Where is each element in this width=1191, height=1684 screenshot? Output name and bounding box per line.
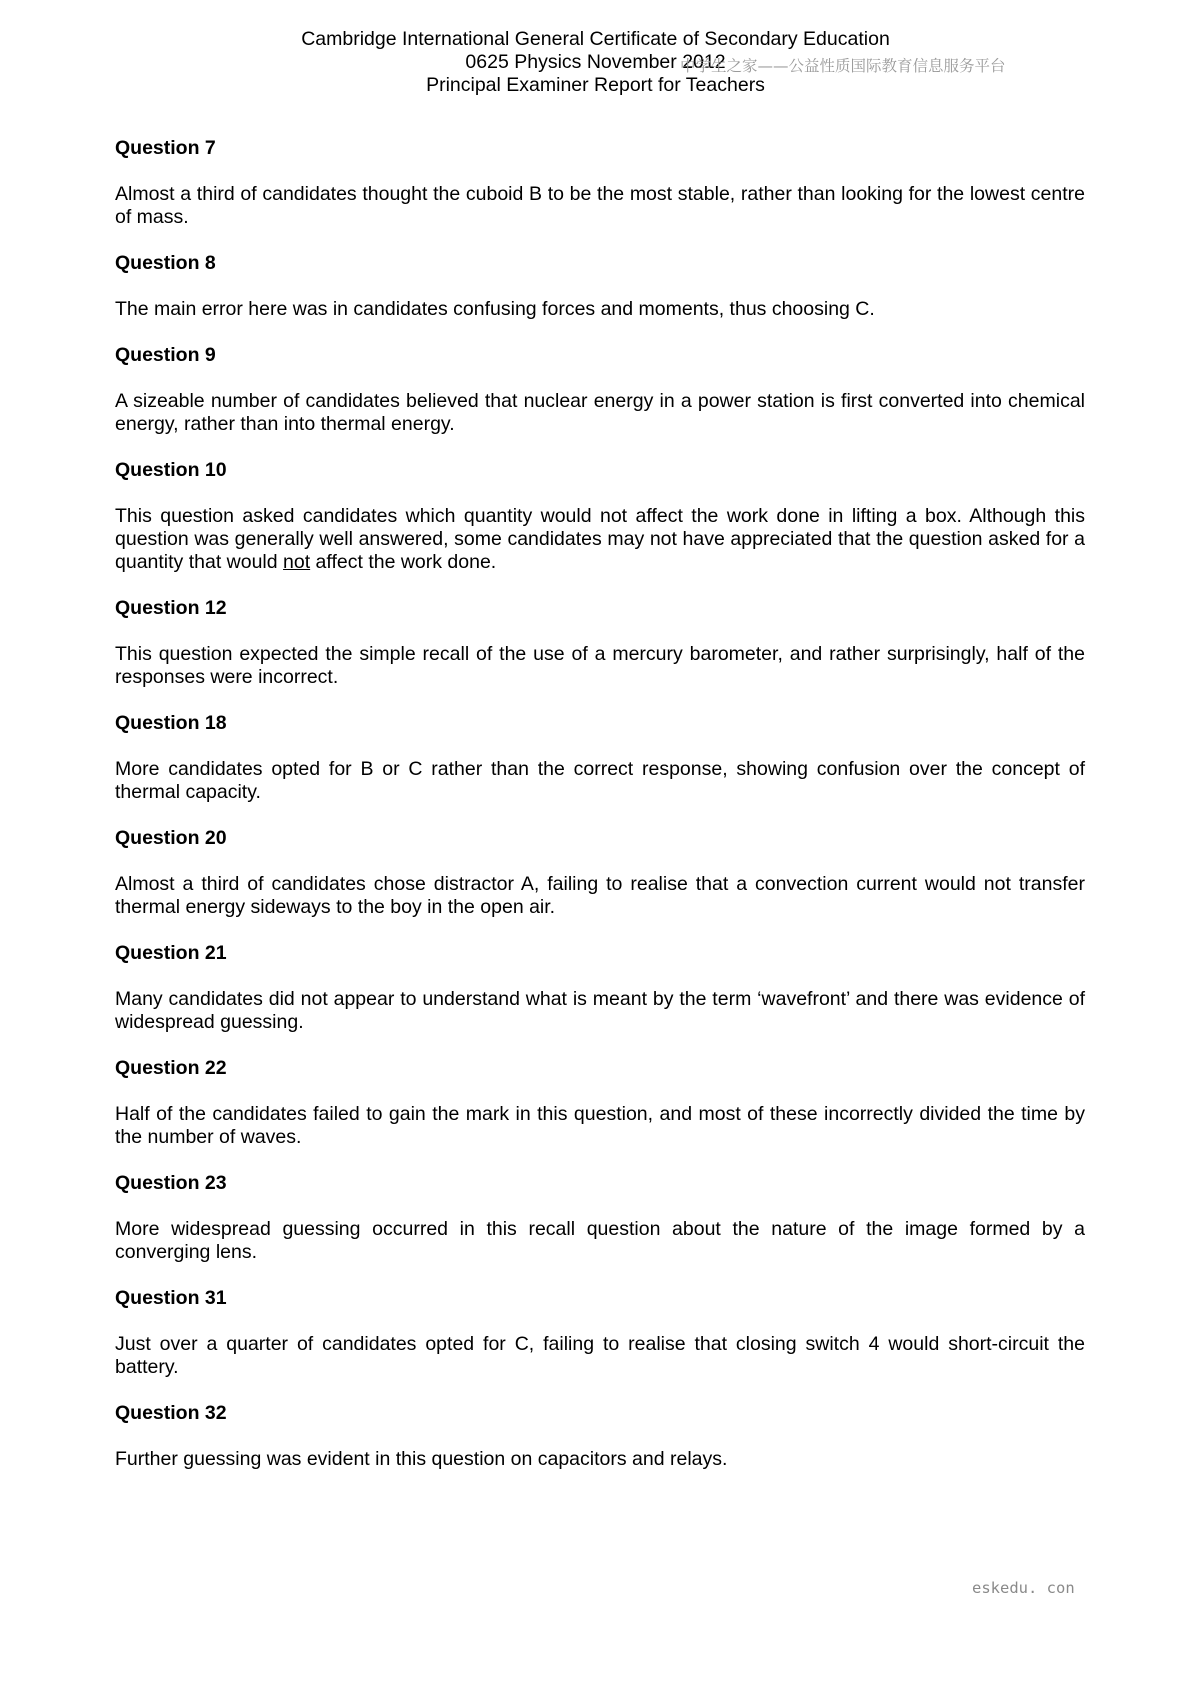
question-10-body-start: This question asked candidates which quantity would not affect the work done in lifting a box. Although this question was generally well answered, some candidates may not have appreciated that the question asked for a quantity that would bbox=[115, 505, 1085, 573]
question-7-heading: Question 7 bbox=[115, 137, 216, 159]
question-9-heading: Question 9 bbox=[115, 344, 216, 366]
question-32-body: Further guessing was evident in this question on capacitors and relays. bbox=[115, 1448, 728, 1470]
question-21-heading: Question 21 bbox=[115, 942, 227, 964]
report-content bbox=[115, 137, 1085, 1494]
header-syllabus: 0625 Physics November 2012 bbox=[465, 51, 726, 73]
page-header bbox=[0, 28, 1191, 97]
question-18-body: More candidates opted for B or C rather than the correct response, showing confusion over the concept of thermal capacity. bbox=[115, 758, 1085, 803]
watermark-text-top: 中学生之家——公益性质国际教育信息服务平台 bbox=[680, 57, 1006, 75]
question-12-body: This question expected the simple recall of the use of a mercury barometer, and rather surprisingly, half of the responses were incorrect. bbox=[115, 643, 1085, 688]
header-report-title: Principal Examiner Report for Teachers bbox=[426, 74, 765, 96]
question-31-body: Just over a quarter of candidates opted for C, failing to realise that closing switch 4 would short-circuit the battery. bbox=[115, 1333, 1085, 1378]
question-23-body: More widespread guessing occurred in this recall question about the nature of the image formed by a converging lens. bbox=[115, 1218, 1085, 1263]
question-20-heading: Question 20 bbox=[115, 827, 227, 849]
question-23-heading: Question 23 bbox=[115, 1172, 227, 1194]
question-31-heading: Question 31 bbox=[115, 1287, 227, 1309]
question-22-body: Half of the candidates failed to gain the mark in this question, and most of these incorrectly divided the time by the number of waves. bbox=[115, 1103, 1085, 1148]
question-21-body: Many candidates did not appear to understand what is meant by the term ‘wavefront’ and there was evidence of widespread guessing. bbox=[115, 988, 1085, 1033]
question-8-heading: Question 8 bbox=[115, 252, 216, 274]
question-22-heading: Question 22 bbox=[115, 1057, 227, 1079]
question-7-body: Almost a third of candidates thought the cuboid B to be the most stable, rather than looking for the lowest centre of mass. bbox=[115, 183, 1085, 228]
question-10-emphasis: not bbox=[283, 551, 311, 573]
question-18-heading: Question 18 bbox=[115, 712, 227, 734]
header-qualification: Cambridge International General Certificate of Secondary Education bbox=[301, 28, 890, 50]
question-9-body: A sizeable number of candidates believed that nuclear energy in a power station is first converted into chemical energy, rather than into thermal energy. bbox=[115, 390, 1085, 435]
watermark-text-bottom: eskedu. con bbox=[972, 1579, 1075, 1597]
question-20-body: Almost a third of candidates chose distractor A, failing to realise that a convection current would not transfer thermal energy sideways to the boy in the open air. bbox=[115, 873, 1085, 918]
question-10-body bbox=[115, 505, 1085, 574]
question-32-heading: Question 32 bbox=[115, 1402, 227, 1424]
question-8-body: The main error here was in candidates confusing forces and moments, thus choosing C. bbox=[115, 298, 875, 320]
question-12-heading: Question 12 bbox=[115, 597, 227, 619]
question-10-body-end: affect the work done. bbox=[310, 551, 497, 573]
question-10-heading: Question 10 bbox=[115, 459, 227, 481]
